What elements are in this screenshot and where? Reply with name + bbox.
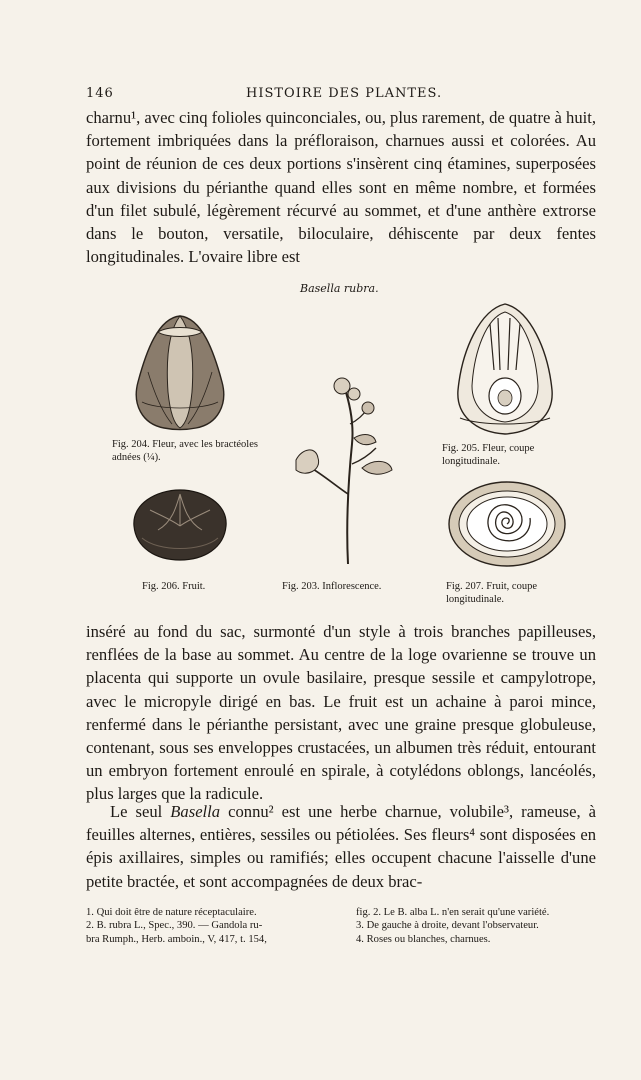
fruit-section-illustration xyxy=(446,478,568,570)
page-header xyxy=(86,86,596,106)
fruit-illustration xyxy=(128,486,232,564)
footnote-line: fig. 2. Le B. alba L. n'en serait qu'une variété. xyxy=(356,907,550,918)
caption-fig-207: Fig. 207. Fruit, coupe longitudinale. xyxy=(446,581,537,605)
footnotes-left-column xyxy=(86,906,338,946)
flower-section-illustration xyxy=(450,300,560,438)
paragraph-3-intro: Le seul xyxy=(110,802,163,821)
paragraph-2: inséré au fond du sac, surmonté d'un style à trois branches papilleuses, renflées de la base au sommet. Au centre de la loge ovarienne se trouve un placenta qui supporte un ovule basilaire, presque sessile et campylotrope, avec le micropyle dirigé en bas. Le fruit est un achaine à paroi mince, renfermé dans le périanthe persistant, avec une graine presque globuleuse, contenant, sous ses enveloppes crustacées, un albumen très réduit, entourant un embryon fortement enroulé en spirale, à cotylédons oblongs, lancéolés, plus larges que la radicule. xyxy=(86,622,596,804)
footnote-line: 1. Qui doit être de nature réceptaculaire. xyxy=(86,907,257,918)
inflorescence-illustration xyxy=(282,374,402,570)
footnote-line: 3. De gauche à droite, devant l'observateur. xyxy=(356,920,539,932)
footnotes-right-column xyxy=(356,906,608,946)
page-number: 146 xyxy=(86,86,114,101)
flower-illustration xyxy=(128,312,232,432)
caption-fig-206: Fig. 206. Fruit. xyxy=(142,581,206,592)
caption-fig-203: Fig. 203. Inflorescence. xyxy=(282,581,382,592)
footnote-line: 4. Roses ou blanches, charnues. xyxy=(356,933,491,945)
caption-fig-205: Fig. 205. Fleur, coupe longitudinale. xyxy=(442,443,535,467)
paragraph-3-body: connu² est une herbe charnue, volubile³, rameuse, à feuilles alternes, entières, sessiles ou pétiolées. Ses fleurs⁴ sont disposées en épis axillaires, simples ou ramifiés; elles occupent chacune l'aisselle d'une petite bractée, et sont accompagnées de deux brac- xyxy=(86,802,596,891)
footnote-line: 2. B. rubra L., Spec., 390. — Gandola ru- xyxy=(86,920,263,932)
paragraph-1: charnu¹, avec cinq folioles quinconciales, ou, plus rarement, de quatre à huit, fortement imbriquées dans la préfloraison, charnues aussi et colorées. Au point de réunion de ces deux portions s'insèrent cinq étamines, superposées aux divisions du périanthe quand elles sont en même nombre, et formées d'un filet subulé, légèrement récurvé au sommet, et d'une anthère extrorse dans le bouton, versatile, biloculaire, déhiscente par deux fentes longitudinales. L'ovaire libre est xyxy=(86,108,596,267)
caption-fig-204: Fig. 204. Fleur, avec les bractéoles adnées (¼). xyxy=(112,439,258,463)
genus-name: Basella xyxy=(170,802,221,821)
footnote-line: bra Rumph., Herb. amboin., V, 417, t. 154, xyxy=(86,933,267,945)
figure-title: Basella rubra. xyxy=(300,282,379,295)
paragraph-3 xyxy=(86,800,596,893)
running-title: HISTOIRE DES PLANTES. xyxy=(246,86,443,101)
